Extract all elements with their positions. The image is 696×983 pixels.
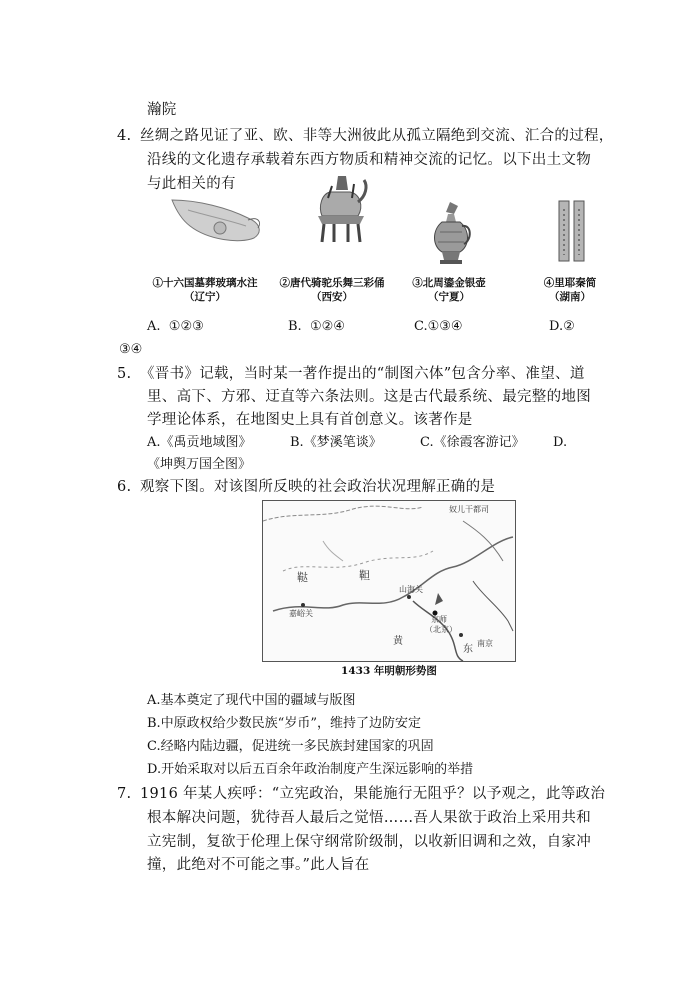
- q6-option-d[interactable]: D.开始采取对以后五百余年政治制度产生深远影响的举措: [147, 762, 474, 777]
- q7-line4: 撞，此绝对不可能之事。”此人旨在: [147, 857, 370, 873]
- q6-option-a[interactable]: A.基本奠定了现代中国的疆域与版图: [147, 693, 356, 708]
- q4-number: 4.: [117, 128, 132, 144]
- q5-option-a[interactable]: A.《禹贡地域图》: [147, 435, 252, 450]
- artifact-1-name: ①十六国墓葬玻璃水注: [152, 277, 258, 289]
- artifact-3-place: （宁夏）: [428, 291, 470, 303]
- silver-ewer-image: [428, 200, 474, 266]
- q7-line1: 1916 年某人疾呼：“立宪政治，果能施行无阻乎？以予观之，此等政治: [140, 786, 606, 802]
- artifact-2-name: ②唐代骑驼乐舞三彩俑: [279, 277, 385, 289]
- artifact-3-name: ③北周鎏金银壶: [412, 277, 486, 289]
- map-label-region2: 靼: [359, 569, 370, 582]
- artifact-4-place: （湖南）: [549, 291, 591, 303]
- q5-line1: 《晋书》记载，当时某一著作提出的“制图六体”包含分率、准望、道: [140, 366, 585, 382]
- bamboo-slips-image: [557, 199, 587, 263]
- q4-option-d[interactable]: D.②: [549, 319, 575, 334]
- map-label-sea1: 黄: [393, 636, 403, 647]
- q4-line3: 与此相关的有: [147, 176, 236, 192]
- ming-map: [262, 500, 516, 662]
- q3-tail: 瀚院: [147, 102, 177, 118]
- map-label-city3: 南京: [477, 639, 493, 648]
- map-label-corner: 奴儿干都司: [449, 505, 489, 514]
- map-label-capital-sub: （北京）: [425, 625, 457, 634]
- q4-line2: 沿线的文化遗存承载着东西方物质和精神交流的记忆。以下出土文物: [147, 152, 591, 168]
- q5-line2: 里、高下、方邪、迂直等六条法则。这是古代最系统、最完整的地图: [147, 389, 591, 405]
- q5-number: 5.: [117, 366, 132, 382]
- artifact-1-place: （辽宁）: [184, 291, 226, 303]
- artifact-2-place: （西安）: [311, 291, 353, 303]
- q4-option-b[interactable]: B. ①②④: [288, 319, 345, 334]
- q7-line2: 根本解决问题，犹待吾人最后之觉悟……吾人果欲于政治上采用共和: [147, 810, 591, 826]
- artifact-4-name: ④里耶秦简: [543, 277, 597, 289]
- map-label-region1: 鞑: [297, 571, 308, 584]
- q5-option-d[interactable]: D.: [553, 435, 568, 450]
- q6-stem: 观察下图。对该图所反映的社会政治状况理解正确的是: [140, 479, 496, 495]
- map-caption: 1433 年明朝形势图: [341, 665, 437, 677]
- map-label-city2: 山海关: [399, 585, 423, 594]
- q5-line3: 学理论体系，在地图史上具有首创意义。该著作是: [147, 412, 473, 428]
- map-label-sea2: 东: [463, 644, 473, 655]
- q5-option-d-cont: 《坤舆万国全图》: [147, 457, 252, 472]
- q4-line1: 丝绸之路见证了亚、欧、非等大洲彼此从孤立隔绝到交流、汇合的过程，: [140, 128, 614, 144]
- artifact-2-caption: [268, 276, 396, 304]
- map-label-city1: 嘉峪关: [289, 609, 313, 618]
- q7-line3: 立宪制，复欲于伦理上保守纲常阶级制，以收新旧调和之效，自家冲: [147, 834, 591, 850]
- q6-number: 6.: [117, 479, 132, 495]
- artifact-1-caption: [137, 276, 273, 304]
- q4-option-c[interactable]: C.①③④: [414, 319, 463, 334]
- q4-option-d-cont: ③④: [119, 342, 143, 357]
- camel-figurine-image: [308, 172, 374, 244]
- glass-vessel-image: [168, 190, 266, 246]
- artifact-3-caption: [396, 276, 502, 304]
- q5-option-b[interactable]: B.《梦溪笔谈》: [290, 435, 382, 450]
- q6-option-c[interactable]: C.经略内陆边疆，促进统一多民族封建国家的巩固: [147, 739, 434, 754]
- q5-option-c[interactable]: C.《徐霞客游记》: [420, 435, 525, 450]
- map-label-capital: 京师: [431, 615, 447, 624]
- q4-option-a[interactable]: A. ①②③: [147, 319, 204, 334]
- artifact-4-caption: [530, 276, 610, 304]
- q7-number: 7.: [117, 786, 132, 802]
- q6-option-b[interactable]: B.中原政权给少数民族“岁币”，维持了边防安定: [147, 716, 421, 731]
